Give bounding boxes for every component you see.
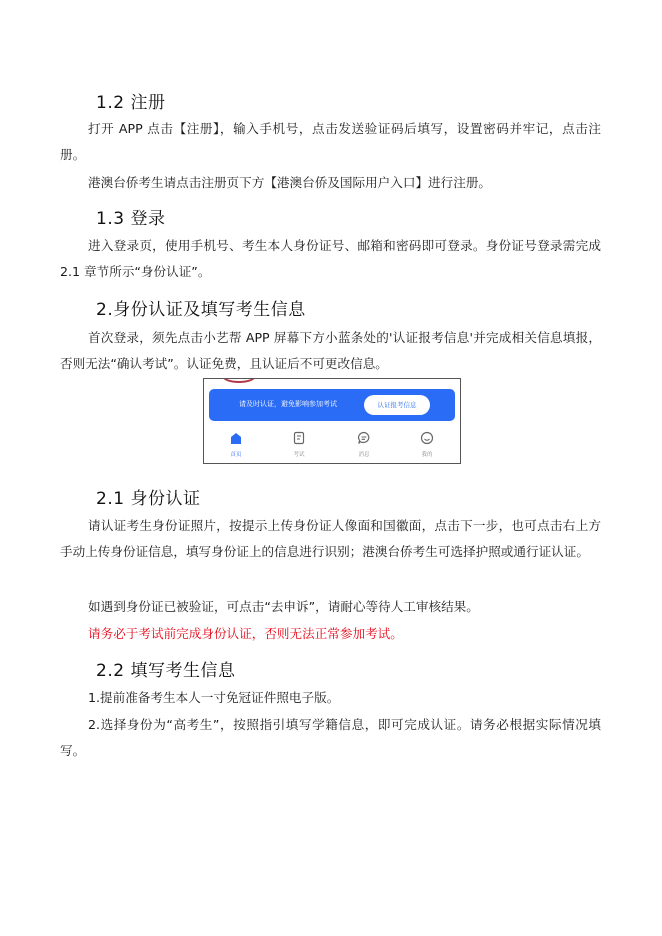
verify-banner-text: 请及时认证，避免影响参加考试: [239, 400, 337, 408]
paragraph-select-identity: 2.选择身份为“高考生”，按照指引填写学籍信息，即可完成认证。请务必根据实际情况填写。: [60, 717, 601, 758]
heading-register: 1.2 注册: [96, 93, 166, 113]
heading-identity-and-info: 2.身份认证及填写考生信息: [96, 300, 306, 320]
tab-messages-label: 消息: [358, 452, 370, 458]
tab-messages[interactable]: [344, 429, 384, 459]
paragraph-register-hmt: 港澳台侨考生请点击注册页下方【港澳台侨及国际用户入口】进行注册。: [88, 175, 491, 190]
tab-exam[interactable]: [279, 429, 319, 459]
tab-profile-label: 我的: [421, 452, 433, 458]
app-screenshot: [203, 378, 461, 464]
tab-profile[interactable]: [407, 429, 447, 459]
verify-banner: [209, 389, 455, 421]
seal-stamp-icon: [222, 378, 256, 383]
profile-icon: [420, 431, 434, 445]
paragraph-register-steps: 打开 APP 点击【注册】，输入手机号，点击发送验证码后填写，设置密码并牢记，点击注册。: [60, 121, 601, 162]
paragraph-first-login: 首次登录，须先点击小艺帮 APP 屏幕下方小蓝条处的'认证报考信息'并完成相关信息填报，否则无法“确认考试”。认证免费，且认证后不可更改信息。: [60, 330, 601, 371]
home-icon: [229, 431, 243, 445]
heading-fill-info: 2.2 填写考生信息: [96, 661, 236, 681]
paragraph-id-appeal: 如遇到身份证已被验证，可点击“去申诉”，请耐心等待人工审核结果。: [88, 599, 479, 614]
paragraph-id-upload: 请认证考生身份证照片，按提示上传身份证人像面和国徽面，点击下一步，也可点击右上方手动上传身份证信息，填写身份证上的信息进行识别；港澳台侨考生可选择护照或通行证认证。: [60, 518, 601, 559]
heading-login: 1.3 登录: [96, 209, 166, 229]
message-icon: [357, 431, 371, 445]
exam-icon: [292, 431, 306, 445]
tab-exam-label: 考试: [293, 452, 305, 458]
paragraph-photo: 1.提前准备考生本人一寸免冠证件照电子版。: [88, 690, 340, 705]
paragraph-id-warning: 请务必于考试前完成身份认证，否则无法正常参加考试。: [88, 626, 403, 641]
paragraph-login: 进入登录页，使用手机号、考生本人身份证号、邮箱和密码即可登录。身份证号登录需完成 2.1 章节所示“身份认证”。: [60, 238, 601, 279]
verify-info-button[interactable]: 认证报考信息: [364, 395, 430, 415]
heading-identity-verification: 2.1 身份认证: [96, 489, 201, 509]
tab-home-label: 首页: [230, 452, 242, 458]
tab-home[interactable]: [216, 429, 256, 459]
